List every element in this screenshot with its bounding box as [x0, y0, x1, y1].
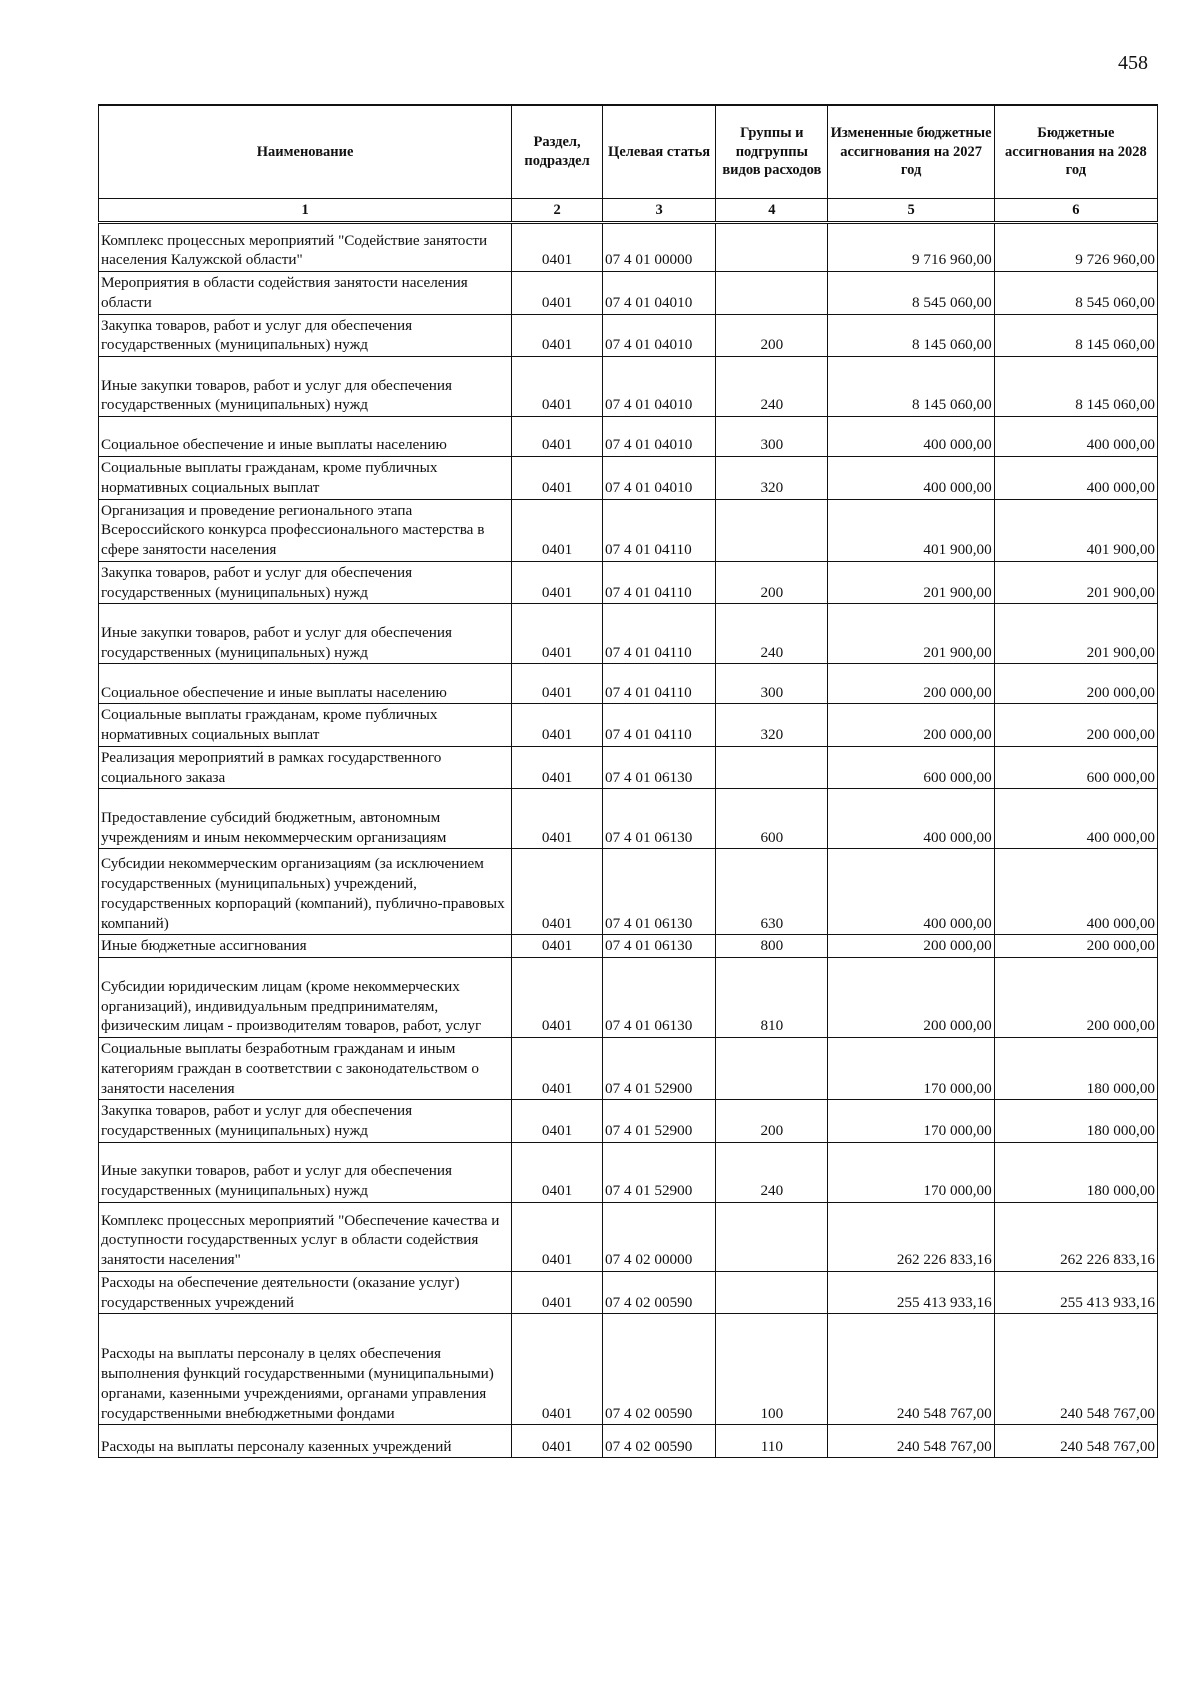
- row-amount-2028: 201 900,00: [994, 604, 1157, 664]
- row-name: Комплекс процессных мероприятий "Содействие занятости населения Калужской области": [99, 223, 512, 272]
- row-amount-2028: 200 000,00: [994, 664, 1157, 704]
- row-amount-2027: 170 000,00: [828, 1038, 994, 1100]
- row-section: 0401: [512, 746, 603, 789]
- row-group: 300: [716, 417, 828, 457]
- row-group: [716, 1038, 828, 1100]
- row-amount-2027: 200 000,00: [828, 935, 994, 958]
- row-name: Закупка товаров, работ и услуг для обеспечения государственных (муниципальных) нужд: [99, 314, 512, 357]
- row-amount-2028: 400 000,00: [994, 789, 1157, 849]
- row-article: 07 4 01 04010: [602, 357, 715, 417]
- table-row: [99, 849, 1158, 935]
- row-amount-2028: 8 145 060,00: [994, 314, 1157, 357]
- row-name: Мероприятия в области содействия занятости населения области: [99, 272, 512, 315]
- table-row: [99, 314, 1158, 357]
- row-section: 0401: [512, 704, 603, 747]
- row-section: 0401: [512, 1425, 603, 1458]
- header-article: Целевая статья: [602, 105, 715, 199]
- row-amount-2027: 8 545 060,00: [828, 272, 994, 315]
- row-group: [716, 1202, 828, 1271]
- row-section: 0401: [512, 272, 603, 315]
- row-amount-2027: 400 000,00: [828, 849, 994, 935]
- row-amount-2027: 401 900,00: [828, 499, 994, 561]
- row-name: Реализация мероприятий в рамках государственного социального заказа: [99, 746, 512, 789]
- row-article: 07 4 01 06130: [602, 746, 715, 789]
- row-group: 240: [716, 1142, 828, 1202]
- row-article: 07 4 01 04110: [602, 704, 715, 747]
- row-name: Социальное обеспечение и иные выплаты населению: [99, 417, 512, 457]
- row-amount-2027: 200 000,00: [828, 958, 994, 1038]
- column-numbers-row: [99, 199, 1158, 223]
- row-amount-2027: 200 000,00: [828, 664, 994, 704]
- row-name: Расходы на выплаты персоналу в целях обеспечения выполнения функций государственными (муниципальными) органами, казенными учреждениями, органами управления государственными внебюджетными фондами: [99, 1314, 512, 1425]
- row-amount-2027: 8 145 060,00: [828, 357, 994, 417]
- row-amount-2027: 240 548 767,00: [828, 1425, 994, 1458]
- table-row: [99, 746, 1158, 789]
- header-amount-2028: Бюджетные ассигнования на 2028 год: [994, 105, 1157, 199]
- row-group: [716, 223, 828, 272]
- row-amount-2028: 240 548 767,00: [994, 1314, 1157, 1425]
- row-group: 240: [716, 604, 828, 664]
- row-name: Иные закупки товаров, работ и услуг для обеспечения государственных (муниципальных) нужд: [99, 604, 512, 664]
- table-row: [99, 417, 1158, 457]
- header-section: Раздел, подраздел: [512, 105, 603, 199]
- row-section: 0401: [512, 849, 603, 935]
- row-amount-2028: 200 000,00: [994, 935, 1157, 958]
- table-row: [99, 664, 1158, 704]
- row-name: Закупка товаров, работ и услуг для обеспечения государственных (муниципальных) нужд: [99, 561, 512, 604]
- row-amount-2027: 240 548 767,00: [828, 1314, 994, 1425]
- header-name: Наименование: [99, 105, 512, 199]
- header-groups: Группы и подгруппы видов расходов: [716, 105, 828, 199]
- table-header-row: [99, 105, 1158, 199]
- row-group: 320: [716, 457, 828, 500]
- row-name: Субсидии некоммерческим организациям (за исключением государственных (муниципальных) учреждений, государственных корпораций (компаний), публично-правовых компаний): [99, 849, 512, 935]
- row-amount-2028: 262 226 833,16: [994, 1202, 1157, 1271]
- row-group: [716, 1271, 828, 1314]
- row-group: 100: [716, 1314, 828, 1425]
- row-name: Социальные выплаты гражданам, кроме публичных нормативных социальных выплат: [99, 457, 512, 500]
- row-article: 07 4 01 04110: [602, 561, 715, 604]
- row-article: 07 4 01 00000: [602, 223, 715, 272]
- row-name: Иные закупки товаров, работ и услуг для обеспечения государственных (муниципальных) нужд: [99, 1142, 512, 1202]
- row-name: Расходы на обеспечение деятельности (оказание услуг) государственных учреждений: [99, 1271, 512, 1314]
- table-row: [99, 272, 1158, 315]
- row-amount-2027: 200 000,00: [828, 704, 994, 747]
- row-section: 0401: [512, 457, 603, 500]
- table-row: [99, 1314, 1158, 1425]
- table-row: [99, 357, 1158, 417]
- table-body: [99, 223, 1158, 1458]
- row-article: 07 4 01 52900: [602, 1038, 715, 1100]
- column-number: 4: [716, 199, 828, 223]
- row-amount-2028: 9 726 960,00: [994, 223, 1157, 272]
- row-name: Субсидии юридическим лицам (кроме некоммерческих организаций), индивидуальным предпринимателям, физическим лицам - производителям товаров, работ, услуг: [99, 958, 512, 1038]
- row-article: 07 4 01 04110: [602, 664, 715, 704]
- row-amount-2028: 255 413 933,16: [994, 1271, 1157, 1314]
- table-row: [99, 223, 1158, 272]
- row-name: Иные бюджетные ассигнования: [99, 935, 512, 958]
- table-row: [99, 958, 1158, 1038]
- row-section: 0401: [512, 561, 603, 604]
- row-group: [716, 499, 828, 561]
- row-group: 240: [716, 357, 828, 417]
- row-group: 800: [716, 935, 828, 958]
- row-name: Иные закупки товаров, работ и услуг для обеспечения государственных (муниципальных) нужд: [99, 357, 512, 417]
- row-section: 0401: [512, 604, 603, 664]
- row-amount-2027: 9 716 960,00: [828, 223, 994, 272]
- row-name: Расходы на выплаты персоналу казенных учреждений: [99, 1425, 512, 1458]
- row-amount-2027: 255 413 933,16: [828, 1271, 994, 1314]
- row-amount-2028: 600 000,00: [994, 746, 1157, 789]
- column-number: 5: [828, 199, 994, 223]
- row-name: Предоставление субсидий бюджетным, автономным учреждениям и иным некоммерческим организациям: [99, 789, 512, 849]
- table-row: [99, 1142, 1158, 1202]
- row-amount-2028: 400 000,00: [994, 849, 1157, 935]
- table-row: [99, 935, 1158, 958]
- table-row: [99, 1271, 1158, 1314]
- table-row: [99, 789, 1158, 849]
- row-amount-2027: 400 000,00: [828, 789, 994, 849]
- row-name: Закупка товаров, работ и услуг для обеспечения государственных (муниципальных) нужд: [99, 1100, 512, 1143]
- row-amount-2028: 180 000,00: [994, 1100, 1157, 1143]
- table-row: [99, 1100, 1158, 1143]
- row-article: 07 4 01 06130: [602, 958, 715, 1038]
- row-amount-2028: 200 000,00: [994, 958, 1157, 1038]
- row-name: Организация и проведение регионального этапа Всероссийского конкурса профессионального мастерства в сфере занятости населения: [99, 499, 512, 561]
- row-article: 07 4 01 04110: [602, 604, 715, 664]
- row-section: 0401: [512, 223, 603, 272]
- budget-table: [98, 104, 1158, 1458]
- row-group: 300: [716, 664, 828, 704]
- row-section: 0401: [512, 1038, 603, 1100]
- row-article: 07 4 02 00590: [602, 1425, 715, 1458]
- row-group: 200: [716, 314, 828, 357]
- row-section: 0401: [512, 1100, 603, 1143]
- row-amount-2027: 201 900,00: [828, 561, 994, 604]
- row-amount-2027: 201 900,00: [828, 604, 994, 664]
- row-section: 0401: [512, 664, 603, 704]
- row-group: 810: [716, 958, 828, 1038]
- row-article: 07 4 01 06130: [602, 849, 715, 935]
- row-group: 600: [716, 789, 828, 849]
- row-name: Социальные выплаты безработным гражданам и иным категориям граждан в соответствии с законодательством о занятости населения: [99, 1038, 512, 1100]
- row-amount-2027: 170 000,00: [828, 1100, 994, 1143]
- row-article: 07 4 01 06130: [602, 789, 715, 849]
- column-number: 3: [602, 199, 715, 223]
- table-row: [99, 457, 1158, 500]
- row-article: 07 4 01 04010: [602, 417, 715, 457]
- table-row: [99, 1202, 1158, 1271]
- row-article: 07 4 02 00590: [602, 1314, 715, 1425]
- row-article: 07 4 01 04010: [602, 314, 715, 357]
- row-amount-2028: 8 545 060,00: [994, 272, 1157, 315]
- row-group: 110: [716, 1425, 828, 1458]
- row-amount-2028: 401 900,00: [994, 499, 1157, 561]
- row-section: 0401: [512, 1142, 603, 1202]
- row-group: 200: [716, 561, 828, 604]
- row-section: 0401: [512, 1271, 603, 1314]
- row-section: 0401: [512, 958, 603, 1038]
- row-article: 07 4 01 04010: [602, 272, 715, 315]
- row-article: 07 4 01 52900: [602, 1142, 715, 1202]
- row-article: 07 4 02 00590: [602, 1271, 715, 1314]
- row-amount-2027: 8 145 060,00: [828, 314, 994, 357]
- table-row: [99, 561, 1158, 604]
- row-amount-2027: 400 000,00: [828, 417, 994, 457]
- row-section: 0401: [512, 1202, 603, 1271]
- column-number: 1: [99, 199, 512, 223]
- row-amount-2028: 240 548 767,00: [994, 1425, 1157, 1458]
- row-amount-2028: 180 000,00: [994, 1038, 1157, 1100]
- row-group: 200: [716, 1100, 828, 1143]
- row-amount-2028: 180 000,00: [994, 1142, 1157, 1202]
- row-article: 07 4 02 00000: [602, 1202, 715, 1271]
- row-section: 0401: [512, 789, 603, 849]
- row-section: 0401: [512, 314, 603, 357]
- table-row: [99, 1038, 1158, 1100]
- row-article: 07 4 01 04010: [602, 457, 715, 500]
- row-group: 320: [716, 704, 828, 747]
- table-row: [99, 499, 1158, 561]
- row-amount-2027: 170 000,00: [828, 1142, 994, 1202]
- row-amount-2027: 400 000,00: [828, 457, 994, 500]
- row-section: 0401: [512, 417, 603, 457]
- row-article: 07 4 01 04110: [602, 499, 715, 561]
- header-amount-2027: Измененные бюджетные ассигнования на 2027 год: [828, 105, 994, 199]
- table-row: [99, 1425, 1158, 1458]
- column-number: 2: [512, 199, 603, 223]
- row-amount-2027: 262 226 833,16: [828, 1202, 994, 1271]
- row-amount-2028: 201 900,00: [994, 561, 1157, 604]
- page-number: 458: [1118, 52, 1148, 74]
- row-group: [716, 746, 828, 789]
- row-amount-2028: 8 145 060,00: [994, 357, 1157, 417]
- row-section: 0401: [512, 357, 603, 417]
- row-section: 0401: [512, 935, 603, 958]
- row-amount-2027: 600 000,00: [828, 746, 994, 789]
- table-row: [99, 604, 1158, 664]
- row-section: 0401: [512, 499, 603, 561]
- row-name: Социальное обеспечение и иные выплаты населению: [99, 664, 512, 704]
- table-row: [99, 704, 1158, 747]
- row-name: Комплекс процессных мероприятий "Обеспечение качества и доступности государственных услуг в области содействия занятости населения": [99, 1202, 512, 1271]
- row-amount-2028: 400 000,00: [994, 457, 1157, 500]
- row-article: 07 4 01 06130: [602, 935, 715, 958]
- row-amount-2028: 200 000,00: [994, 704, 1157, 747]
- row-article: 07 4 01 52900: [602, 1100, 715, 1143]
- row-name: Социальные выплаты гражданам, кроме публичных нормативных социальных выплат: [99, 704, 512, 747]
- column-number: 6: [994, 199, 1157, 223]
- row-group: 630: [716, 849, 828, 935]
- row-amount-2028: 400 000,00: [994, 417, 1157, 457]
- row-group: [716, 272, 828, 315]
- row-section: 0401: [512, 1314, 603, 1425]
